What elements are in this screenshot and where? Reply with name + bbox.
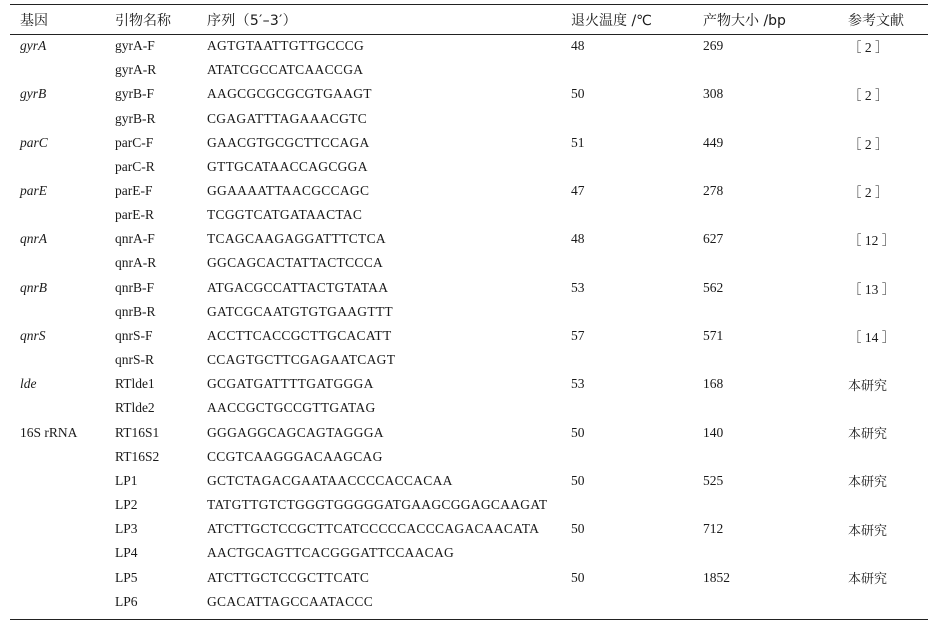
primer-name-cell: LP4	[115, 545, 138, 561]
reference-cell: ［ 14 ］	[848, 329, 896, 345]
table-row	[0, 590, 938, 614]
primer-name-cell: qnrA-R	[115, 255, 157, 271]
header-product-size: 产物大小 /bp	[703, 13, 786, 29]
product-size-cell: 140	[703, 424, 724, 440]
reference-cell	[848, 58, 938, 82]
gene-cell	[0, 493, 115, 517]
header-annealing-temp: 退火温度 /℃	[571, 13, 652, 29]
primer-name-cell: qnrS-F	[115, 327, 153, 343]
annealing-temp-cell: 50	[571, 472, 585, 488]
gene-cell	[0, 348, 115, 372]
reference-cell: 本研究	[848, 378, 888, 394]
reference-cell	[848, 155, 938, 179]
primer-name-cell: parE-R	[115, 207, 154, 223]
reference-cell	[848, 251, 938, 275]
product-size-cell	[703, 300, 848, 324]
product-size-cell: 562	[703, 279, 724, 295]
primer-name-cell: RT16S1	[115, 424, 160, 440]
primer-name-cell: LP5	[115, 569, 138, 585]
product-size-cell: 308	[703, 86, 724, 102]
product-size-cell: 712	[703, 521, 724, 537]
sequence-cell: ATATCGCCATCAACCGA	[207, 62, 364, 78]
annealing-temp-cell: 50	[571, 521, 585, 537]
reference-cell: ［ 2 ］	[848, 136, 889, 152]
product-size-cell: 627	[703, 231, 724, 247]
table-body	[0, 34, 938, 614]
sequence-cell: GTTGCATAACCAGCGGA	[207, 158, 368, 174]
gene-cell	[0, 203, 115, 227]
table-row	[0, 348, 938, 372]
gene-cell: qnrS	[20, 327, 46, 343]
reference-cell: 本研究	[848, 523, 888, 539]
annealing-temp-cell	[571, 396, 703, 420]
product-size-cell: 278	[703, 183, 724, 199]
sequence-cell: TCGGTCATGATAACTAC	[207, 207, 363, 223]
table-row	[0, 421, 938, 445]
gene-cell	[0, 155, 115, 179]
primer-name-cell: parC-R	[115, 158, 155, 174]
reference-cell	[848, 590, 938, 614]
product-size-cell	[703, 396, 848, 420]
gene-cell	[0, 565, 115, 589]
reference-cell: ［ 2 ］	[848, 88, 889, 104]
product-size-cell	[703, 251, 848, 275]
reference-cell	[848, 541, 938, 565]
product-size-cell: 168	[703, 376, 724, 392]
primer-name-cell: qnrB-R	[115, 303, 156, 319]
annealing-temp-cell: 57	[571, 327, 585, 343]
sequence-cell: GGCAGCACTATTACTCCCA	[207, 255, 384, 271]
primer-name-cell: qnrA-F	[115, 231, 155, 247]
primer-name-cell: qnrB-F	[115, 279, 155, 295]
table-row	[0, 541, 938, 565]
sequence-cell: TCAGCAAGAGGATTTCTCA	[207, 231, 386, 247]
gene-cell	[0, 469, 115, 493]
header-reference: 参考文献	[848, 13, 904, 29]
reference-cell: ［ 13 ］	[848, 281, 896, 297]
sequence-cell: TATGTTGTCTGGGTGGGGGATGAAGCGGAGCAAGAT	[207, 497, 548, 513]
annealing-temp-cell: 47	[571, 183, 585, 199]
table-row	[0, 517, 938, 541]
table-top-rule	[10, 4, 928, 5]
annealing-temp-cell	[571, 58, 703, 82]
reference-cell	[848, 396, 938, 420]
primer-name-cell: parC-F	[115, 134, 154, 150]
product-size-cell	[703, 541, 848, 565]
annealing-temp-cell: 50	[571, 569, 585, 585]
sequence-cell: GGGAGGCAGCAGTAGGGA	[207, 424, 384, 440]
reference-cell: ［ 12 ］	[848, 233, 896, 249]
gene-cell	[0, 251, 115, 275]
sequence-cell: GCTCTAGACGAATAACCCCACCACAA	[207, 472, 453, 488]
gene-cell	[0, 396, 115, 420]
gene-cell	[0, 541, 115, 565]
sequence-cell: ACCTTCACCGCTTGCACATT	[207, 327, 392, 343]
table-row	[0, 493, 938, 517]
table-row	[0, 372, 938, 396]
annealing-temp-cell: 51	[571, 134, 585, 150]
header-sequence: 序列（5′–3′）	[207, 13, 297, 29]
sequence-cell: CCAGTGCTTCGAGAATCAGT	[207, 352, 396, 368]
gene-cell: lde	[20, 376, 37, 392]
gene-cell	[0, 445, 115, 469]
primer-name-cell: gyrA-R	[115, 62, 157, 78]
annealing-temp-cell	[571, 203, 703, 227]
sequence-cell: ATCTTGCTCCGCTTCATC	[207, 569, 370, 585]
annealing-temp-cell: 53	[571, 376, 585, 392]
gene-cell: qnrB	[20, 279, 47, 295]
annealing-temp-cell: 53	[571, 279, 585, 295]
gene-cell: gyrA	[20, 38, 47, 54]
primer-name-cell: gyrB-R	[115, 110, 156, 126]
reference-cell: 本研究	[848, 572, 888, 588]
primer-name-cell: gyrA-F	[115, 38, 155, 54]
annealing-temp-cell	[571, 251, 703, 275]
annealing-temp-cell	[571, 493, 703, 517]
table-row	[0, 324, 938, 348]
primer-name-cell: RTlde1	[115, 376, 155, 392]
table-header	[0, 6, 938, 34]
gene-cell	[0, 106, 115, 130]
sequence-cell: AGTGTAATTGTTGCCCG	[207, 38, 365, 54]
table-row	[0, 58, 938, 82]
product-size-cell	[703, 445, 848, 469]
sequence-cell: GATCGCAATGTGTGAAGTTT	[207, 303, 393, 319]
product-size-cell: 1852	[703, 569, 730, 585]
primer-name-cell: gyrB-F	[115, 86, 155, 102]
table-row	[0, 565, 938, 589]
gene-cell	[0, 517, 115, 541]
product-size-cell	[703, 493, 848, 517]
annealing-temp-cell: 48	[571, 38, 585, 54]
product-size-cell	[703, 155, 848, 179]
reference-cell: ［ 2 ］	[848, 185, 889, 201]
header-row	[0, 6, 938, 34]
product-size-cell	[703, 58, 848, 82]
sequence-cell: GCACATTAGCCAATACCC	[207, 593, 374, 609]
header-gene: 基因	[20, 13, 48, 29]
primer-name-cell: LP2	[115, 497, 138, 513]
primer-name-cell: LP3	[115, 521, 138, 537]
table-row	[0, 227, 938, 251]
reference-cell: ［ 2 ］	[848, 40, 889, 56]
reference-cell	[848, 106, 938, 130]
sequence-cell: AACCGCTGCCGTTGATAG	[207, 400, 376, 416]
annealing-temp-cell: 48	[571, 231, 585, 247]
product-size-cell	[703, 106, 848, 130]
primer-name-cell: RT16S2	[115, 448, 160, 464]
gene-cell: 16S rRNA	[20, 424, 78, 440]
primer-name-cell: LP6	[115, 593, 138, 609]
primer-name-cell: LP1	[115, 472, 138, 488]
annealing-temp-cell: 50	[571, 424, 585, 440]
annealing-temp-cell	[571, 590, 703, 614]
product-size-cell: 525	[703, 472, 724, 488]
product-size-cell: 571	[703, 327, 724, 343]
reference-cell: 本研究	[848, 427, 888, 443]
table-row	[0, 300, 938, 324]
annealing-temp-cell	[571, 541, 703, 565]
table-row	[0, 155, 938, 179]
table-row	[0, 469, 938, 493]
annealing-temp-cell: 50	[571, 86, 585, 102]
sequence-cell: AACTGCAGTTCACGGGATTCCAACAG	[207, 545, 455, 561]
header-primer-name: 引物名称	[115, 13, 171, 29]
table-row	[0, 203, 938, 227]
product-size-cell	[703, 348, 848, 372]
primer-name-cell: RTlde2	[115, 400, 155, 416]
table-row	[0, 179, 938, 203]
reference-cell	[848, 300, 938, 324]
table-row	[0, 396, 938, 420]
sequence-cell: ATCTTGCTCCGCTTCATCCCCCACCCAGACAACATA	[207, 521, 540, 537]
primer-name-cell: parE-F	[115, 183, 153, 199]
gene-cell	[0, 58, 115, 82]
product-size-cell	[703, 203, 848, 227]
reference-cell: 本研究	[848, 475, 888, 491]
reference-cell	[848, 203, 938, 227]
sequence-cell: AAGCGCGCGCGTGAAGT	[207, 86, 372, 102]
gene-cell	[0, 590, 115, 614]
gene-cell: parC	[20, 134, 48, 150]
table-row	[0, 445, 938, 469]
table-row	[0, 131, 938, 155]
reference-cell	[848, 493, 938, 517]
gene-cell: gyrB	[20, 86, 47, 102]
sequence-cell: ATGACGCCATTACTGTATAA	[207, 279, 389, 295]
product-size-cell	[703, 590, 848, 614]
product-size-cell: 449	[703, 134, 724, 150]
sequence-cell: CCGTCAAGGGACAAGCAG	[207, 448, 383, 464]
primer-name-cell: qnrS-R	[115, 352, 155, 368]
annealing-temp-cell	[571, 445, 703, 469]
table-row	[0, 106, 938, 130]
primer-table	[0, 6, 938, 614]
annealing-temp-cell	[571, 348, 703, 372]
sequence-cell: CGAGATTTAGAAACGTC	[207, 110, 368, 126]
gene-cell	[0, 300, 115, 324]
sequence-cell: GAACGTGCGCTTCCAGA	[207, 134, 370, 150]
annealing-temp-cell	[571, 155, 703, 179]
reference-cell	[848, 445, 938, 469]
annealing-temp-cell	[571, 300, 703, 324]
table-row	[0, 276, 938, 300]
table-bottom-rule	[10, 619, 928, 620]
sequence-cell: GCGATGATTTTGATGGGA	[207, 376, 374, 392]
reference-cell	[848, 348, 938, 372]
annealing-temp-cell	[571, 106, 703, 130]
sequence-cell: GGAAAATTAACGCCAGC	[207, 183, 370, 199]
product-size-cell: 269	[703, 38, 724, 54]
table-row	[0, 251, 938, 275]
gene-cell: qnrA	[20, 231, 47, 247]
table-row	[0, 34, 938, 58]
gene-cell: parE	[20, 183, 47, 199]
table-row	[0, 82, 938, 106]
